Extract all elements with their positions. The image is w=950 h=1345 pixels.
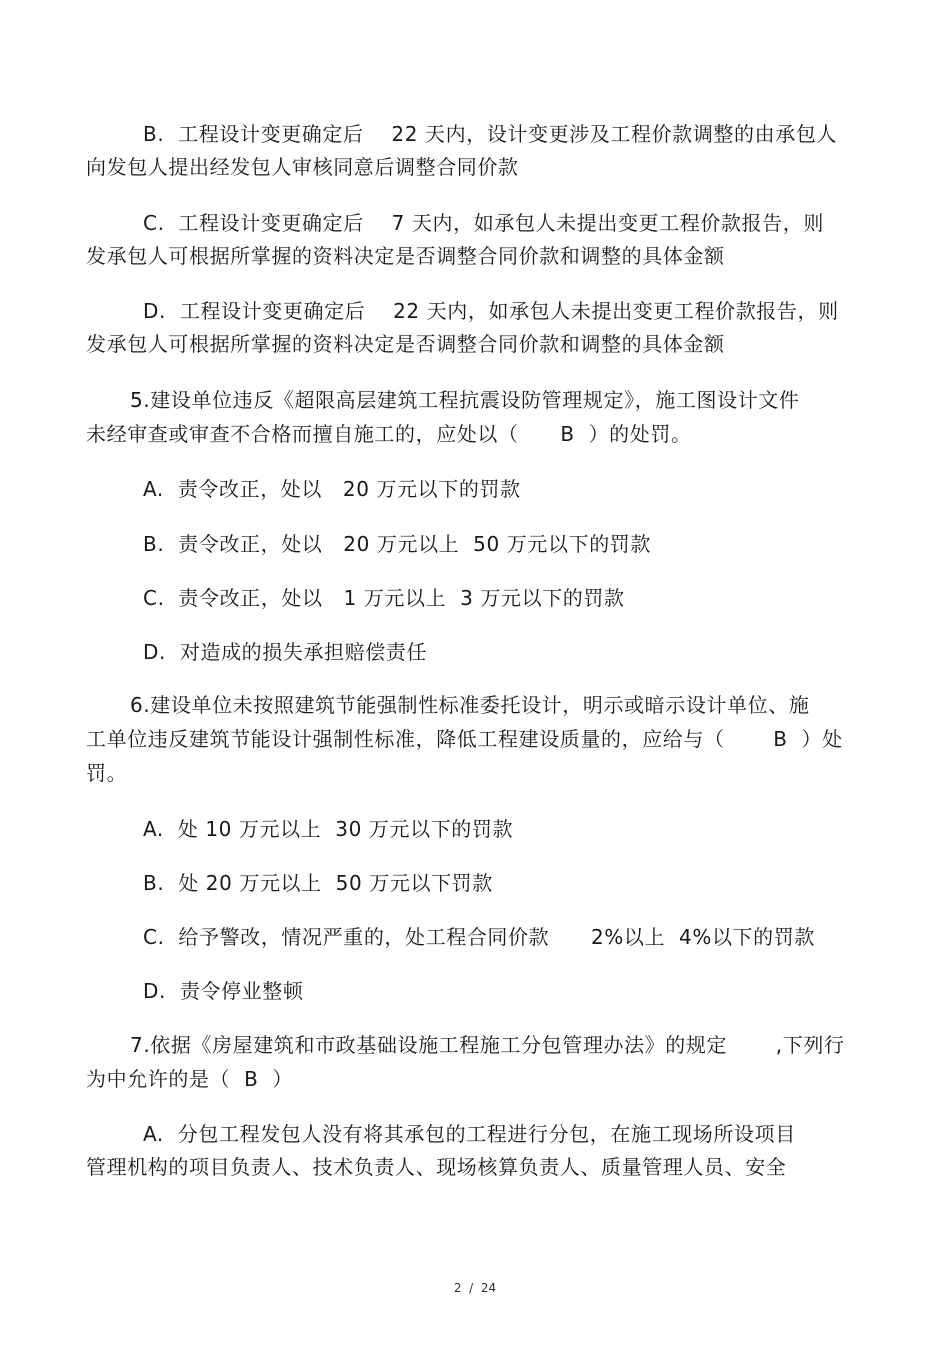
q6-option-c: C. 给予警改，情况严重的，处工程合同价款 2%以上 4%以下的罚款 [143, 925, 815, 949]
question-6-line-3: 罚。 [86, 761, 128, 785]
option-b-line-1: B. 工程设计变更确定后 22 天内，设计变更涉及工程价款调整的由承包人 [143, 122, 838, 146]
option-d-line-1: D. 工程设计变更确定后 22 天内，如承包人未提出变更工程价款报告，则 [143, 299, 839, 323]
question-6-line-2: 工单位违反建筑节能设计强制性标准，降低工程建设质量的，应给与（ B ）处 [86, 727, 843, 751]
option-b-line-2: 向发包人提出经发包人审核同意后调整合同价款 [86, 155, 519, 179]
q7-option-a-line-1: A. 分包工程发包人没有将其承包的工程进行分包，在施工现场所设项目 [143, 1122, 796, 1146]
page-number: 2 / 24 [453, 1281, 497, 1295]
q5-option-a: A. 责令改正，处以 20 万元以下的罚款 [143, 477, 521, 501]
q6-option-a: A. 处 10 万元以上 30 万元以下的罚款 [143, 817, 514, 841]
q5-option-b: B. 责令改正，处以 20 万元以上 50 万元以下的罚款 [143, 532, 651, 556]
q5-option-d: D. 对造成的损失承担赔偿责任 [143, 640, 428, 664]
question-7-line-1: 7.依据《房屋建筑和市政基础设施工程施工分包管理办法》的规定 ,下列行 [130, 1033, 845, 1057]
option-d-line-2: 发承包人可根据所掌握的资料决定是否调整合同价款和调整的具体金额 [86, 332, 725, 356]
option-c-line-1: C. 工程设计变更确定后 7 天内，如承包人未提出变更工程价款报告，则 [143, 211, 824, 235]
q7-option-a-line-2: 管理机构的项目负责人、技术负责人、现场核算负责人、质量管理人员、安全 [86, 1155, 787, 1179]
q6-option-d: D. 责令停业整顿 [143, 979, 304, 1003]
question-5-line-2: 未经审查或审查不合格而擅自施工的，应处以（ B ）的处罚。 [86, 422, 692, 446]
question-5-line-1: 5.建设单位违反《超限高层建筑工程抗震设防管理规定》，施工图设计文件 [130, 388, 800, 412]
q5-option-c: C. 责令改正，处以 1 万元以上 3 万元以下的罚款 [143, 586, 625, 610]
q6-option-b: B. 处 20 万元以上 50 万元以下罚款 [143, 871, 493, 895]
question-6-line-1: 6.建设单位未按照建筑节能强制性标准委托设计，明示或暗示设计单位、施 [130, 693, 810, 717]
option-c-line-2: 发承包人可根据所掌握的资料决定是否调整合同价款和调整的具体金额 [86, 244, 725, 268]
question-7-line-2: 为中允许的是（ B ） [86, 1067, 293, 1091]
